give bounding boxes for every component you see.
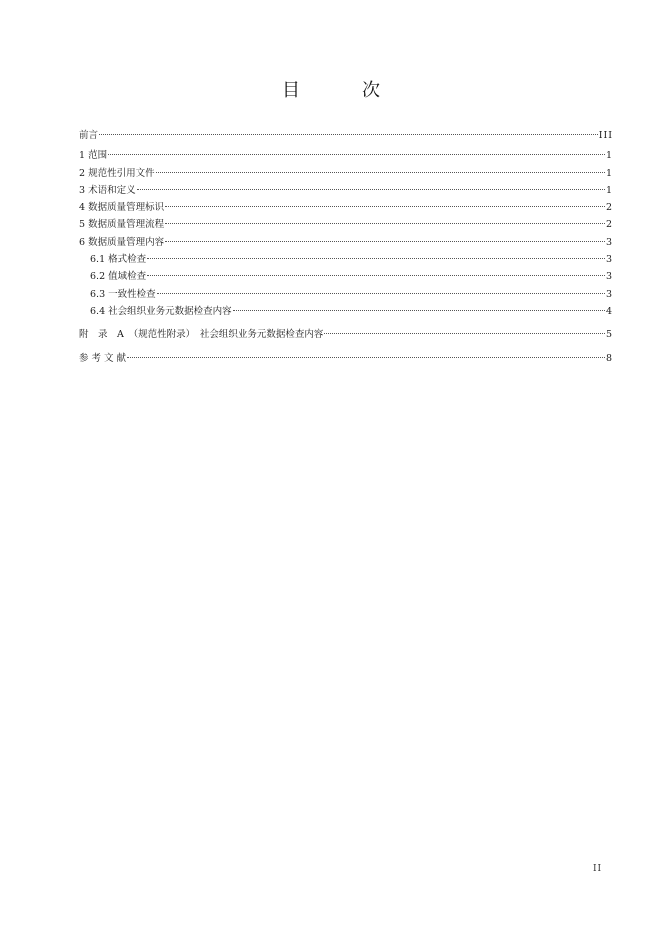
toc-entry-appendix-a[interactable] <box>79 326 613 343</box>
toc-entry-foreword[interactable] <box>79 127 613 144</box>
toc-entry-page: 1 <box>605 184 613 196</box>
toc-entry-normative-references[interactable] <box>79 165 613 182</box>
toc-entry-page: 4 <box>605 305 613 317</box>
toc-title: 目 次 <box>282 80 402 101</box>
toc-entry-label: 6.4 社会组织业务元数据检查内容 <box>90 305 232 317</box>
toc-entry-metadata-check[interactable] <box>79 303 613 320</box>
toc-dot-leader <box>156 172 605 173</box>
toc-entry-page: 3 <box>605 236 613 248</box>
toc-dot-leader <box>99 134 598 135</box>
toc-dot-leader <box>127 357 605 358</box>
toc-entry-label: 4 数据质量管理标识 <box>79 202 165 214</box>
toc-dot-leader <box>165 223 605 224</box>
toc-entry-label: 3 术语和定义 <box>79 184 136 196</box>
toc-entry-label: 6.3 一致性检查 <box>90 288 156 300</box>
toc-entry-page: 3 <box>605 254 613 266</box>
toc-entry-label: 参 考 文 献 <box>79 352 127 364</box>
toc-entry-label: 1 范围 <box>79 150 108 162</box>
toc-entry-page: III <box>598 130 613 141</box>
toc-entry-label: 附 录 A （规范性附录） 社会组织业务元数据检查内容 <box>79 329 324 341</box>
toc-entry-page: 3 <box>605 271 613 283</box>
toc-entry-bibliography[interactable] <box>79 350 613 367</box>
toc-entry-quality-content[interactable] <box>79 234 613 251</box>
toc-dot-leader <box>324 333 605 334</box>
toc-entry-label: 6 数据质量管理内容 <box>79 236 165 248</box>
toc-dot-leader <box>147 258 605 259</box>
toc-entry-label: 5 数据质量管理流程 <box>79 219 165 231</box>
toc-entry-format-check[interactable] <box>79 251 613 268</box>
toc-entry-label: 前言 <box>79 130 99 141</box>
toc-entry-page: 8 <box>605 352 613 364</box>
toc-entry-label: 2 规范性引用文件 <box>79 167 155 179</box>
toc-dot-leader <box>165 206 605 207</box>
toc-dot-leader <box>147 275 605 276</box>
toc-entry-page: 2 <box>605 202 613 214</box>
toc-entry-page: 3 <box>605 288 613 300</box>
toc-dot-leader <box>137 189 605 190</box>
toc-entry-label: 6.1 格式检查 <box>90 254 147 266</box>
table-of-contents <box>79 127 613 367</box>
toc-entry-quality-identification[interactable] <box>79 199 613 216</box>
toc-entry-page: 1 <box>605 150 613 162</box>
toc-dot-leader <box>157 293 605 294</box>
toc-entry-consistency-check[interactable] <box>79 286 613 303</box>
toc-entry-page: 1 <box>605 167 613 179</box>
toc-entry-label: 6.2 值域检查 <box>90 271 147 283</box>
page-number: II <box>593 864 603 874</box>
toc-dot-leader <box>165 241 605 242</box>
toc-entry-terms-definitions[interactable] <box>79 182 613 199</box>
toc-entry-quality-process[interactable] <box>79 216 613 233</box>
toc-entry-page: 5 <box>605 329 613 341</box>
toc-dot-leader <box>233 310 605 311</box>
toc-entry-page: 2 <box>605 219 613 231</box>
toc-dot-leader <box>108 154 605 155</box>
toc-entry-range-check[interactable] <box>79 268 613 285</box>
toc-entry-scope[interactable] <box>79 147 613 164</box>
